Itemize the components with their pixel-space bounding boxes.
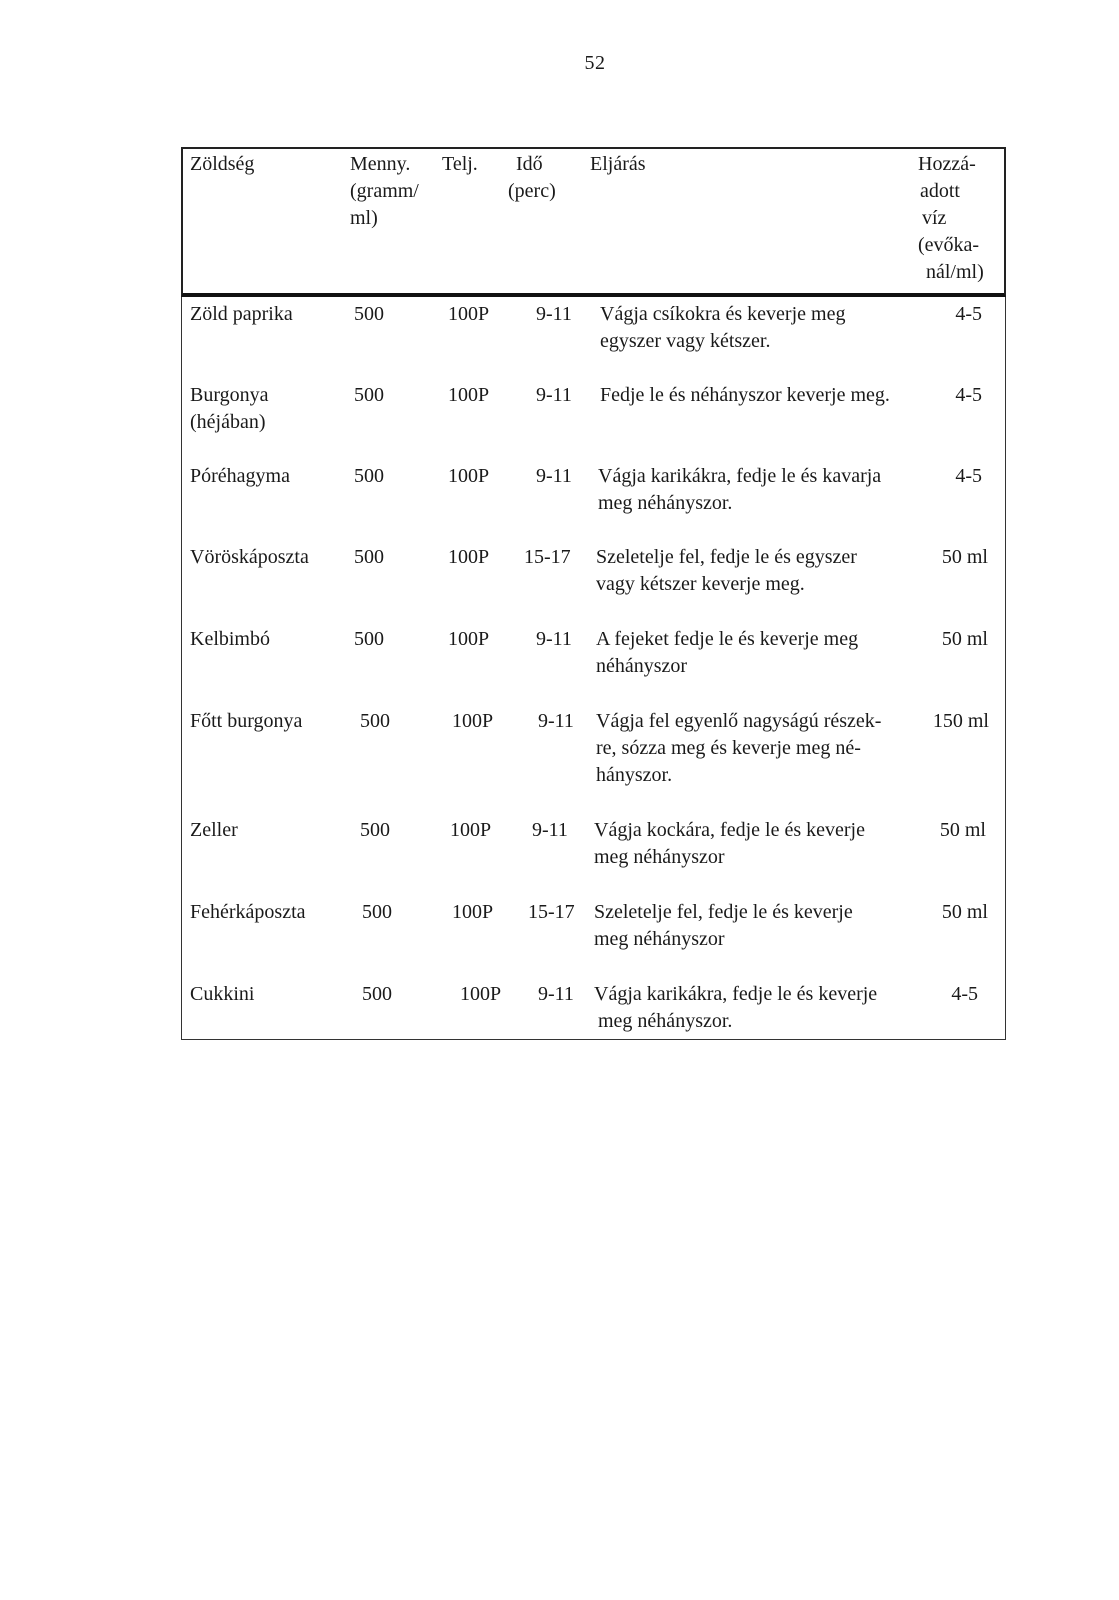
cell-line: Vágja fel egyenlő nagyságú részek- <box>596 710 882 732</box>
cell-water: 50 ml <box>941 546 988 568</box>
cell-power: 100P <box>448 546 490 568</box>
cell-time: 9-11 <box>538 710 574 732</box>
header-line: (perc) <box>508 180 556 202</box>
cell-line: vagy kétszer keverje meg. <box>596 573 805 595</box>
cell-line: hányszor. <box>596 764 673 786</box>
cell-quantity: 500 <box>362 901 392 923</box>
header-line: Idő <box>516 153 543 175</box>
cell-line: Burgonya <box>190 384 269 406</box>
cell-power: 100P <box>448 303 490 325</box>
cell-procedure <box>600 382 890 409</box>
cell-time: 9-11 <box>532 819 568 841</box>
cell-quantity: 500 <box>360 819 390 841</box>
header-procedure <box>590 151 646 178</box>
header-line: Telj. <box>442 153 478 175</box>
cell-line: Vágja karikákra, fedje le és keverje <box>594 983 878 1005</box>
cell-quantity: 500 <box>354 384 384 406</box>
cell-procedure <box>596 544 857 598</box>
cell-water: 4-5 <box>955 303 982 325</box>
header-line: Menny. <box>350 153 411 175</box>
cell-line: meg néhányszor. <box>598 492 733 514</box>
cell-vegetable <box>190 981 254 1008</box>
cell-line: Főtt burgonya <box>190 710 303 732</box>
cell-line: (héjában) <box>190 411 266 433</box>
cell-water: 4-5 <box>955 465 982 487</box>
cell-time: 9-11 <box>536 303 572 325</box>
cell-vegetable <box>190 626 270 653</box>
cell-line: re, sózza meg és keverje meg né- <box>596 737 861 759</box>
cell-vegetable <box>190 382 269 436</box>
cell-time: 9-11 <box>536 465 572 487</box>
cell-procedure <box>596 626 858 680</box>
cell-line: Szeletelje fel, fedje le és egyszer <box>596 546 857 568</box>
cell-line: Fedje le és néhányszor keverje meg. <box>600 384 890 406</box>
cell-power: 100P <box>452 710 494 732</box>
header-quantity <box>350 151 419 232</box>
cell-power: 100P <box>450 819 492 841</box>
cell-vegetable <box>190 301 293 328</box>
cell-line: A fejeket fedje le és keverje meg <box>596 628 859 650</box>
cell-water: 4-5 <box>955 384 982 406</box>
cell-water: 50 ml <box>941 628 988 650</box>
cell-line: meg néhányszor <box>594 846 725 868</box>
header-power <box>442 151 478 178</box>
cell-line: Fehérkáposzta <box>190 901 306 923</box>
header-vegetable <box>190 151 254 178</box>
cell-water: 50 ml <box>939 819 986 841</box>
header-line: Hozzá- <box>918 153 976 175</box>
cell-power: 100P <box>452 901 494 923</box>
cell-procedure <box>598 463 881 517</box>
cell-water: 150 ml <box>932 710 989 732</box>
cell-quantity: 500 <box>354 303 384 325</box>
cell-line: meg néhányszor <box>594 928 725 950</box>
cell-line: Vágja csíkokra és keverje meg <box>600 303 846 325</box>
cell-time: 9-11 <box>536 384 572 406</box>
header-line: adott <box>920 180 960 202</box>
cell-procedure <box>594 817 865 871</box>
cell-vegetable <box>190 817 238 844</box>
cell-quantity: 500 <box>354 628 384 650</box>
cell-line: Vágja kockára, fedje le és keverje <box>594 819 865 841</box>
cell-line: Zöld paprika <box>190 303 293 325</box>
cell-time: 15-17 <box>528 901 575 923</box>
cell-procedure <box>596 708 881 789</box>
cell-power: 100P <box>448 628 490 650</box>
cell-line: Zeller <box>190 819 238 841</box>
cell-procedure <box>594 981 877 1035</box>
cell-water: 50 ml <box>941 901 988 923</box>
cell-quantity: 500 <box>354 546 384 568</box>
header-line: (evőka- <box>918 234 980 256</box>
cell-vegetable <box>190 463 290 490</box>
page-number: 52 <box>584 52 606 74</box>
header-line: ml) <box>350 207 378 229</box>
cell-quantity: 500 <box>354 465 384 487</box>
header-water <box>918 151 984 286</box>
cell-line: Vöröskáposzta <box>190 546 309 568</box>
cell-procedure <box>594 899 853 953</box>
cell-power: 100P <box>448 465 490 487</box>
cell-power: 100P <box>460 983 502 1005</box>
cell-time: 15-17 <box>524 546 571 568</box>
cell-water: 4-5 <box>951 983 978 1005</box>
cell-quantity: 500 <box>360 710 390 732</box>
cell-line: Vágja karikákra, fedje le és kavarja <box>598 465 882 487</box>
cell-vegetable <box>190 544 309 571</box>
cell-line: Szeletelje fel, fedje le és keverje <box>594 901 853 923</box>
header-time <box>508 151 556 205</box>
cell-power: 100P <box>448 384 490 406</box>
cell-line: Cukkini <box>190 983 255 1005</box>
header-line: Eljárás <box>590 153 646 175</box>
cell-vegetable <box>190 899 306 926</box>
header-line: víz <box>922 207 947 229</box>
cell-quantity: 500 <box>362 983 392 1005</box>
cell-time: 9-11 <box>538 983 574 1005</box>
cell-line: meg néhányszor. <box>598 1010 733 1032</box>
cell-line: egyszer vagy kétszer. <box>600 330 771 352</box>
header-line: Zöldség <box>190 153 255 175</box>
cell-line: néhányszor <box>596 655 688 677</box>
header-line: nál/ml) <box>926 261 984 283</box>
cell-line: Kelbimbó <box>190 628 270 650</box>
cell-line: Póréhagyma <box>190 465 290 487</box>
cell-procedure <box>600 301 845 355</box>
cell-time: 9-11 <box>536 628 572 650</box>
cell-vegetable <box>190 708 302 735</box>
header-line: (gramm/ <box>350 180 419 202</box>
